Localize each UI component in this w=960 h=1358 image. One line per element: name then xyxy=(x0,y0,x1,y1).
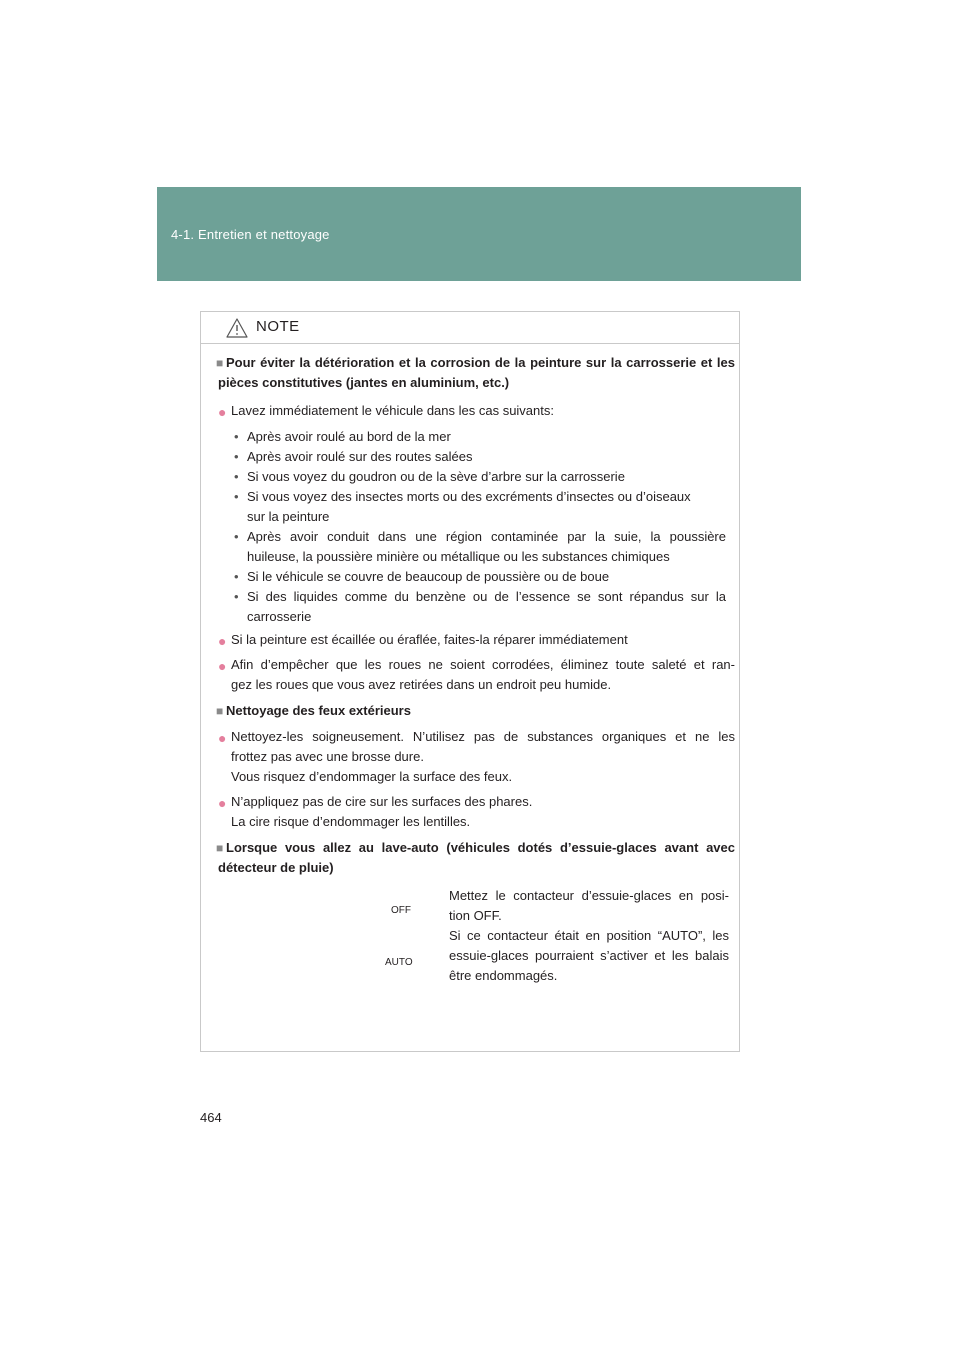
sub-item-3: Si vous voyez du goudron ou de la sève d’arbre sur la carrosserie xyxy=(247,469,625,484)
sub-bullet: • xyxy=(234,589,239,604)
point-1-2: Si la peinture est écaillée ou éraflée, faites-la réparer immédiatement xyxy=(231,632,628,647)
point-1-1: Lavez immédiatement le véhicule dans les cas suivants: xyxy=(231,403,554,418)
section-1-title-line-2: pièces constitutives (jantes en aluminium, etc.) xyxy=(218,375,510,390)
caption-line-3: Si ce contacteur était en position “AUTO”, les xyxy=(449,928,729,943)
section-title: 4-1. Entretien et nettoyage xyxy=(171,227,330,242)
sub-item-4-line-1: Si vous voyez des insectes morts ou des excréments d’insectes ou d’oiseaux xyxy=(247,489,691,504)
bullet-dot: ● xyxy=(218,795,227,811)
note-content xyxy=(201,312,739,1051)
point-2-1-line-2: frottez pas avec une brosse dure. xyxy=(231,749,424,764)
point-2-2-line-1: N’appliquez pas de cire sur les surfaces des phares. xyxy=(231,794,533,809)
caption-line-2: tion OFF. xyxy=(449,908,502,923)
sub-item-4-line-2: sur la peinture xyxy=(247,509,330,524)
sub-item-1: Après avoir roulé au bord de la mer xyxy=(247,429,451,444)
sub-bullet: • xyxy=(234,449,239,464)
bullet-dot: ● xyxy=(218,658,227,674)
section-3-title-line-1: Lorsque vous allez au lave-auto (véhicules dotés d’essuie-glaces avant avec xyxy=(226,840,735,855)
section-header-band xyxy=(157,187,801,281)
caption-line-5: être endommagés. xyxy=(449,968,558,983)
sub-item-5-line-1: Après avoir conduit dans une région contaminée par la suie, la poussière xyxy=(247,529,726,544)
wiper-off-label: OFF xyxy=(391,905,411,916)
section-1-title-line-1: Pour éviter la détérioration et la corrosion de la peinture sur la carrosserie et les xyxy=(226,355,735,370)
section-2-title: Nettoyage des feux extérieurs xyxy=(226,703,411,718)
caption-line-4: essuie-glaces pourraient s’activer et les balais xyxy=(449,948,729,963)
sub-bullet: • xyxy=(234,429,239,444)
sub-item-6: Si le véhicule se couvre de beaucoup de poussière ou de boue xyxy=(247,569,610,584)
bullet-dot: ● xyxy=(218,404,227,420)
point-1-3-line-2: gez les roues que vous avez retirées dans un endroit peu humide. xyxy=(231,677,612,692)
sub-bullet: • xyxy=(234,569,239,584)
wiper-auto-label: AUTO xyxy=(385,957,413,968)
sub-bullet: • xyxy=(234,529,239,544)
section-marker-3: ■ xyxy=(216,841,224,855)
bullet-dot: ● xyxy=(218,730,227,746)
point-2-1-line-3: Vous risquez d’endommager la surface des feux. xyxy=(231,769,513,784)
sub-item-2: Après avoir roulé sur des routes salées xyxy=(247,449,473,464)
caption-line-1: Mettez le contacteur d’essuie-glaces en posi- xyxy=(449,888,729,903)
page-number: 464 xyxy=(200,1110,222,1125)
sub-item-7-line-1: Si des liquides comme du benzène ou de l’essence se sont répandus sur la xyxy=(247,589,726,604)
bullet-dot: ● xyxy=(218,633,227,649)
sub-bullet: • xyxy=(234,469,239,484)
note-box xyxy=(200,311,740,1052)
sub-item-5-line-2: huileuse, la poussière minière ou métallique ou les substances chimiques xyxy=(247,549,670,564)
section-3-title-line-2: détecteur de pluie) xyxy=(218,860,334,875)
sub-item-7-line-2: carrosserie xyxy=(247,609,312,624)
point-1-3-line-1: Afin d’empêcher que les roues ne soient corrodées, éliminez toute saleté et ran- xyxy=(231,657,735,672)
sub-bullet: • xyxy=(234,489,239,504)
section-marker-2: ■ xyxy=(216,704,224,718)
section-marker-1: ■ xyxy=(216,356,224,370)
point-2-1-line-1: Nettoyez-les soigneusement. N’utilisez pas de substances organiques et ne les xyxy=(231,729,735,744)
point-2-2-line-2: La cire risque d’endommager les lentilles. xyxy=(231,814,471,829)
note-label: NOTE xyxy=(256,318,300,335)
